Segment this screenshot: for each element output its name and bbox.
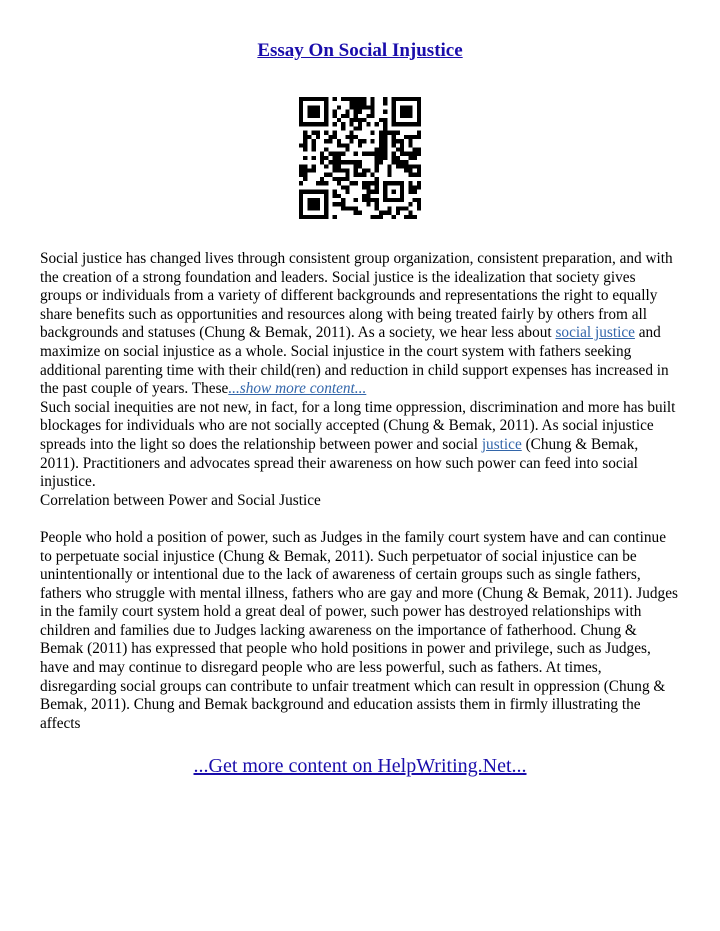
qr-code-icon — [299, 97, 421, 219]
justice-link[interactable]: justice — [481, 435, 522, 453]
paragraph-1: Social justice has changed lives through consistent group organization, consistent preparation, and with the creation of a strong foundation and leaders. Social justice is the idealization that society gives groups or individuals from a variety of different backgrounds and representations the right to equally share benefits such as opportunities and resources along with being treated fairly by others from all backgrounds and statuses (Chung & Bemak, 2011). As a society, we hear less about social justice and maximize on social injustice as a whole. Social injustice in the court system with fathers seeking additional parenting time with their child(ren) and reduction in child support expenses has increased in the past couple of years. These...show more content... — [40, 250, 673, 398]
page-title[interactable]: Essay On Social Injustice — [257, 40, 463, 61]
social-justice-link[interactable]: social justice — [555, 324, 635, 342]
show-more-link[interactable]: ...show more content... — [228, 380, 367, 398]
get-more-content-link[interactable]: ...Get more content on HelpWriting.Net... — [193, 755, 527, 777]
paragraph-2: Such social inequities are not new, in fact, for a long time oppression, discrimination and more has built blockages for individuals who are not socially accepted (Chung & Bemak, 2011). As social injustice spreads into the light so does the relationship between power and social justice (Chung & Bemak, 2011). Practitioners and advocates spread their awareness on how such power can feed into social injustice. — [40, 398, 676, 491]
paragraph-3: People who hold a position of power, such as Judges in the family court system have and can continue to perpetuate social injustice (Chung & Bemak, 2011). Such perpetuator of social injustice can be unintentionally or intentional due to the lack of awareness of certain groups such as single fathers, fathers who struggle with mental illness, fathers who are gay and more (Chung & Bemak, 2011). Judges in the family court system hold a great deal of power, such power has destroyed relationships with children and families due to Judges lacking awareness on the importance of fatherhood. Chung & Bemak (2011) has expressed that people who hold positions in power and privilege, such as Judges, have and may continue to disregard people who are less powerful, such as fathers. At times, disregarding social groups can contribute to unfair treatment which can result in oppression (Chung & Bemak, 2011). Chung and Bemak background and education assists them in firmly illustrating the affects — [40, 528, 678, 732]
section-heading: Correlation between Power and Social Justice — [40, 491, 321, 509]
essay-body — [40, 250, 680, 733]
